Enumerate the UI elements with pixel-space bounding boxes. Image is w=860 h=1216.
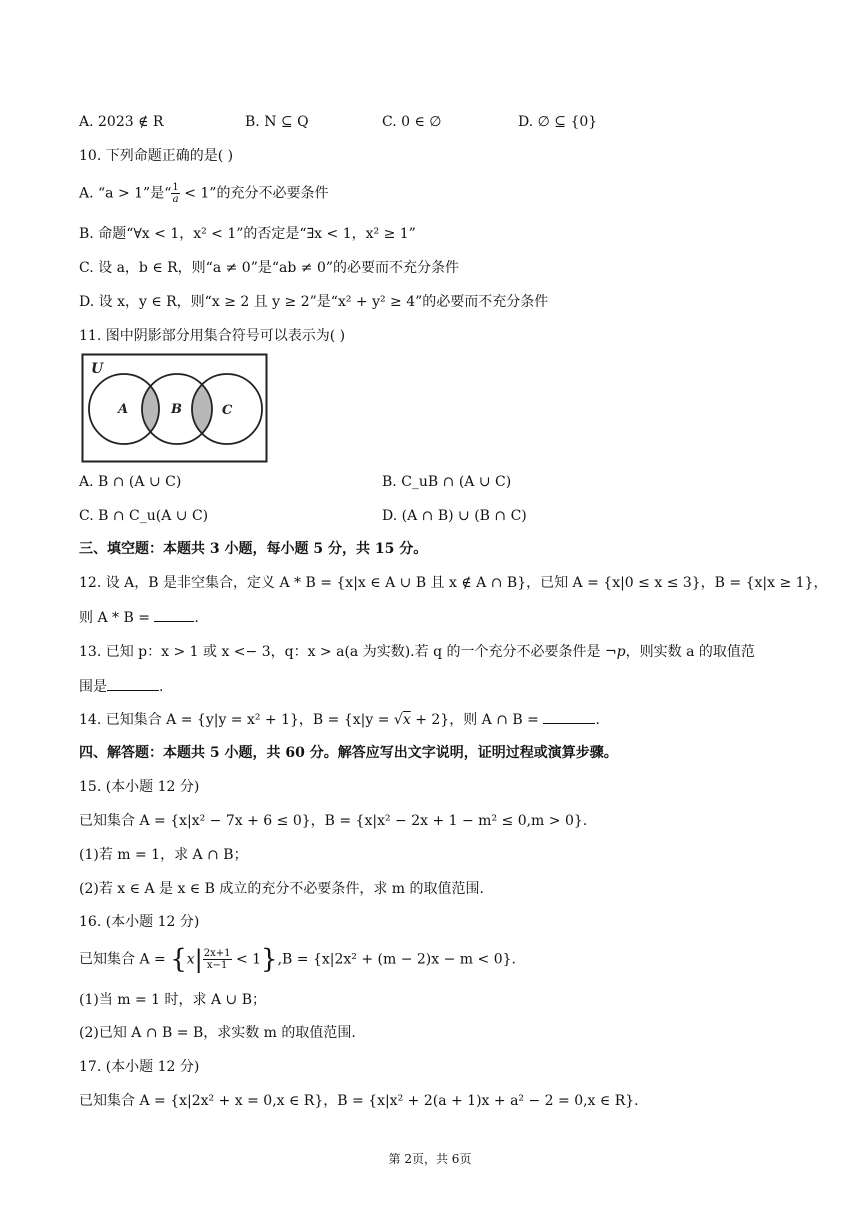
- q13-line1-a: 13. 已知 p：x > 1 或 x <− 3，q：x > a(a 为实数).若 q 的一个充分不必要条件是: [79, 644, 605, 660]
- q10-option-c: C. 设 a，b ∈ R，则“a ≠ 0”是“ab ≠ 0”的必要而不充分条件: [79, 260, 460, 276]
- q15-title: 15. (本小题 12 分): [79, 779, 200, 795]
- q16-left-brace: {: [170, 944, 187, 975]
- q14-radicand: x: [402, 712, 411, 728]
- q16-bar: |: [194, 945, 203, 974]
- q16-given-mid: < 1: [231, 951, 262, 968]
- q16-given-pre: 已知集合 A =: [79, 951, 171, 968]
- q16-fraction-den: x−1: [206, 960, 228, 971]
- q16-given-post: ,B = {x|2x² + (m − 2)x − m < 0}.: [277, 951, 516, 968]
- q14-line: 14. 已知集合 A = {y|y = x² + 1}，B = {x|y = √x + 2}，则 A ∩ B = .: [79, 709, 600, 730]
- q13-line1: [79, 642, 755, 662]
- q13-line1-b: ，则实数 a 的取值范: [625, 644, 755, 660]
- venn-diagram: [81, 353, 269, 463]
- q10-option-d: D. 设 x，y ∈ R，则“x ≥ 2 且 y ≥ 2”是“x² + y² ≥ 4”的必要而不充分条件: [79, 294, 549, 310]
- q12-answer-blank: [154, 607, 194, 622]
- q9-option-b: B. N ⊆ Q: [245, 114, 309, 130]
- q10-stem: 10. 下列命题正确的是( ): [79, 148, 234, 164]
- q14-pre: 14. 已知集合 A = {y|y = x² + 1}，B = {x|y = √: [79, 712, 403, 728]
- q11-option-a: A. B ∩ (A ∪ C): [79, 474, 182, 490]
- q12-line2: 则 A * B = .: [79, 607, 199, 628]
- venn-label-u: U: [91, 361, 104, 377]
- page-footer: 第 2页，共 6页: [388, 1152, 472, 1166]
- q9-option-a: A. 2023 ∉ R: [79, 114, 164, 130]
- q13-answer-blank: [107, 676, 159, 691]
- q10-fraction-den: a: [172, 194, 179, 205]
- q13-line2: 围是 .: [79, 676, 163, 697]
- q11-stem: 11. 图中阴影部分用集合符号可以表示为( ): [79, 328, 346, 344]
- q9-option-c: C. 0 ∈ ∅: [382, 114, 442, 130]
- q15-part1: (1)若 m = 1，求 A ∩ B；: [79, 847, 248, 863]
- q16-fraction: [203, 948, 232, 971]
- q14-post: + 2}，则 A ∩ B =: [410, 712, 544, 728]
- section-4-heading: 四、解答题：本题共 5 小题，共 60 分。解答应写出文字说明，证明过程或演算步骤。: [79, 745, 618, 761]
- q10-fraction-num: 1: [172, 182, 179, 193]
- q16-fraction-num: 2x+1: [203, 948, 231, 959]
- q11-option-d: D. (A ∩ B) ∪ (B ∩ C): [382, 508, 527, 524]
- q10-option-a-post: < 1”的充分不必要条件: [179, 185, 329, 202]
- q16-part1: (1)当 m = 1 时，求 A ∪ B；: [79, 992, 267, 1008]
- venn-label-b: B: [171, 402, 182, 417]
- q16-given: [79, 944, 516, 975]
- q11-option-c: C. B ∩ C_u(A ∪ C): [79, 508, 209, 524]
- q16-var-x: x: [186, 951, 195, 968]
- q17-title: 17. (本小题 12 分): [79, 1059, 200, 1075]
- q12-line1: 12. 设 A，B 是非空集合，定义 A * B = {x|x ∈ A ∪ B 且 x ∉ A ∩ B}，已知 A = {x|0 ≤ x ≤ 3}，B = {x|x ≥ 1}，: [79, 575, 828, 591]
- q10-fraction: [171, 182, 179, 205]
- q11-option-b: B. C_uB ∩ (A ∪ C): [382, 474, 512, 490]
- venn-label-a: A: [118, 402, 129, 417]
- section-3-heading: 三、填空题：本题共 3 小题，每小题 5 分，共 15 分。: [79, 541, 428, 557]
- q10-option-a: [79, 182, 328, 205]
- q17-given: 已知集合 A = {x|2x² + x = 0,x ∈ R}，B = {x|x² + 2(a + 1)x + a² − 2 = 0,x ∈ R}.: [79, 1093, 639, 1109]
- q16-right-brace: }: [261, 944, 278, 975]
- q14-answer-blank: [543, 709, 595, 724]
- q16-title: 16. (本小题 12 分): [79, 914, 200, 930]
- q10-option-a-pre: A. “a > 1”是“: [79, 185, 172, 202]
- venn-label-c: C: [222, 403, 233, 418]
- q13-neg-p: ¬p: [604, 644, 626, 660]
- q13-line2-text: 围是: [79, 679, 107, 695]
- q16-part2: (2)已知 A ∩ B = B，求实数 m 的取值范围.: [79, 1025, 356, 1041]
- q15-part2: (2)若 x ∈ A 是 x ∈ B 成立的充分不必要条件，求 m 的取值范围.: [79, 881, 484, 897]
- q12-line2-text: 则 A * B =: [79, 610, 155, 626]
- q10-option-b: B. 命题“∀x < 1，x² < 1”的否定是“∃x < 1，x² ≥ 1”: [79, 226, 416, 242]
- q15-given: 已知集合 A = {x|x² − 7x + 6 ≤ 0}，B = {x|x² − 2x + 1 − m² ≤ 0,m > 0}.: [79, 813, 588, 829]
- q9-option-d: D. ∅ ⊆ {0}: [518, 114, 598, 130]
